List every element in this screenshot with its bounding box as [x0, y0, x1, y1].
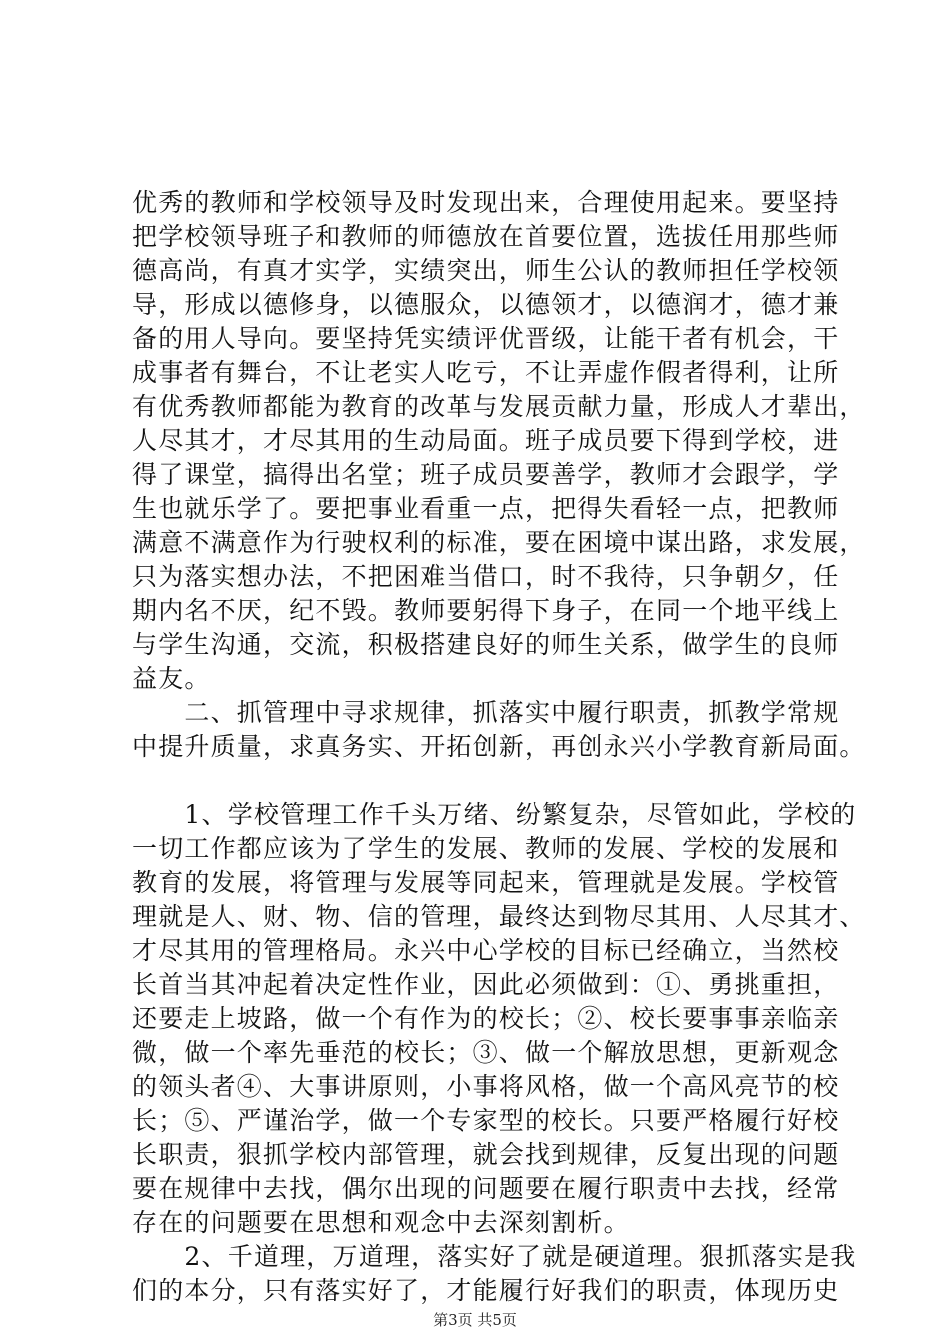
body-line: 成事者有舞台，不让老实人吃亏，不让弄虚作假者得利，让所: [132, 358, 840, 387]
body-line: 长；⑤、严谨治学，做一个专家型的校长。只要严格履行好校: [132, 1106, 840, 1135]
body-line: 导，形成以德修身，以德服众，以德领才，以德润才，德才兼: [132, 290, 840, 319]
body-line: 还要走上坡路，做一个有作为的校长；②、校长要事事亲临亲: [132, 1004, 840, 1033]
body-line: 要在规律中去找，偶尔出现的问题要在履行职责中去找，经常: [132, 1174, 840, 1203]
body-line: 满意不满意作为行驶权利的标准，要在困境中谋出路，求发展，: [132, 528, 866, 557]
body-line: 德高尚，有真才实学，实绩突出，师生公认的教师担任学校领: [132, 256, 840, 285]
body-line: 有优秀教师都能为教育的改革与发展贡献力量，形成人才辈出，: [132, 392, 866, 421]
body-line: 存在的问题要在思想和观念中去深刻割析。: [132, 1208, 630, 1237]
body-line: 2、千道理，万道理，落实好了就是硬道理。狠抓落实是我: [132, 1242, 857, 1271]
body-line: 把学校领导班子和教师的师德放在首要位置，选拔任用那些师: [132, 222, 840, 251]
body-line: 教育的发展，将管理与发展等同起来，管理就是发展。学校管: [132, 868, 840, 897]
body-line: 期内名不厌，纪不毁。教师要躬得下身子，在同一个地平线上: [132, 596, 840, 625]
body-line: 微，做一个率先垂范的校长；③、做一个解放思想，更新观念: [132, 1038, 840, 1067]
body-line: 长首当其冲起着决定性作业，因此必须做到：①、勇挑重担，: [132, 970, 840, 999]
page-number: 第3页: [433, 1311, 473, 1329]
body-line: 与学生沟通，交流，积极搭建良好的师生关系，做学生的良师: [132, 630, 840, 659]
body-line: 一切工作都应该为了学生的发展、教师的发展、学校的发展和: [132, 834, 840, 863]
section-heading-line: 二、抓管理中寻求规律，抓落实中履行职责，抓教学常规: [132, 698, 840, 727]
body-line: 长职责，狠抓学校内部管理，就会找到规律，反复出现的问题: [132, 1140, 840, 1169]
body-line: 益友。: [132, 664, 211, 693]
body-line: 只为落实想办法，不把困难当借口，时不我待，只争朝夕，任: [132, 562, 840, 591]
body-line: 们的本分，只有落实好了，才能履行好我们的职责，体现历史: [132, 1276, 840, 1305]
body-line: 人尽其才，才尽其用的生动局面。班子成员要下得到学校，进: [132, 426, 840, 455]
body-line: 理就是人、财、物、信的管理，最终达到物尽其用、人尽其才、: [132, 902, 866, 931]
body-line: 得了课堂，搞得出名堂；班子成员要善学，教师才会跟学，学: [132, 460, 840, 489]
section-heading-line: 中提升质量，求真务实、开拓创新，再创永兴小学教育新局面。: [132, 732, 866, 761]
body-line: 备的用人导向。要坚持凭实绩评优晋级，让能干者有机会，干: [132, 324, 840, 353]
body-line: 1、学校管理工作千头万绪、纷繁复杂，尽管如此，学校的: [132, 800, 857, 829]
body-line: 的领头者④、大事讲原则，小事将风格，做一个高风亮节的校: [132, 1072, 840, 1101]
page-footer: [0, 1310, 950, 1330]
page-total: 共5页: [477, 1311, 517, 1329]
body-line: 才尽其用的管理格局。永兴中心学校的目标已经确立，当然校: [132, 936, 840, 965]
body-line: 优秀的教师和学校领导及时发现出来，合理使用起来。要坚持: [132, 188, 840, 217]
body-line: 生也就乐学了。要把事业看重一点，把得失看轻一点，把教师: [132, 494, 840, 523]
